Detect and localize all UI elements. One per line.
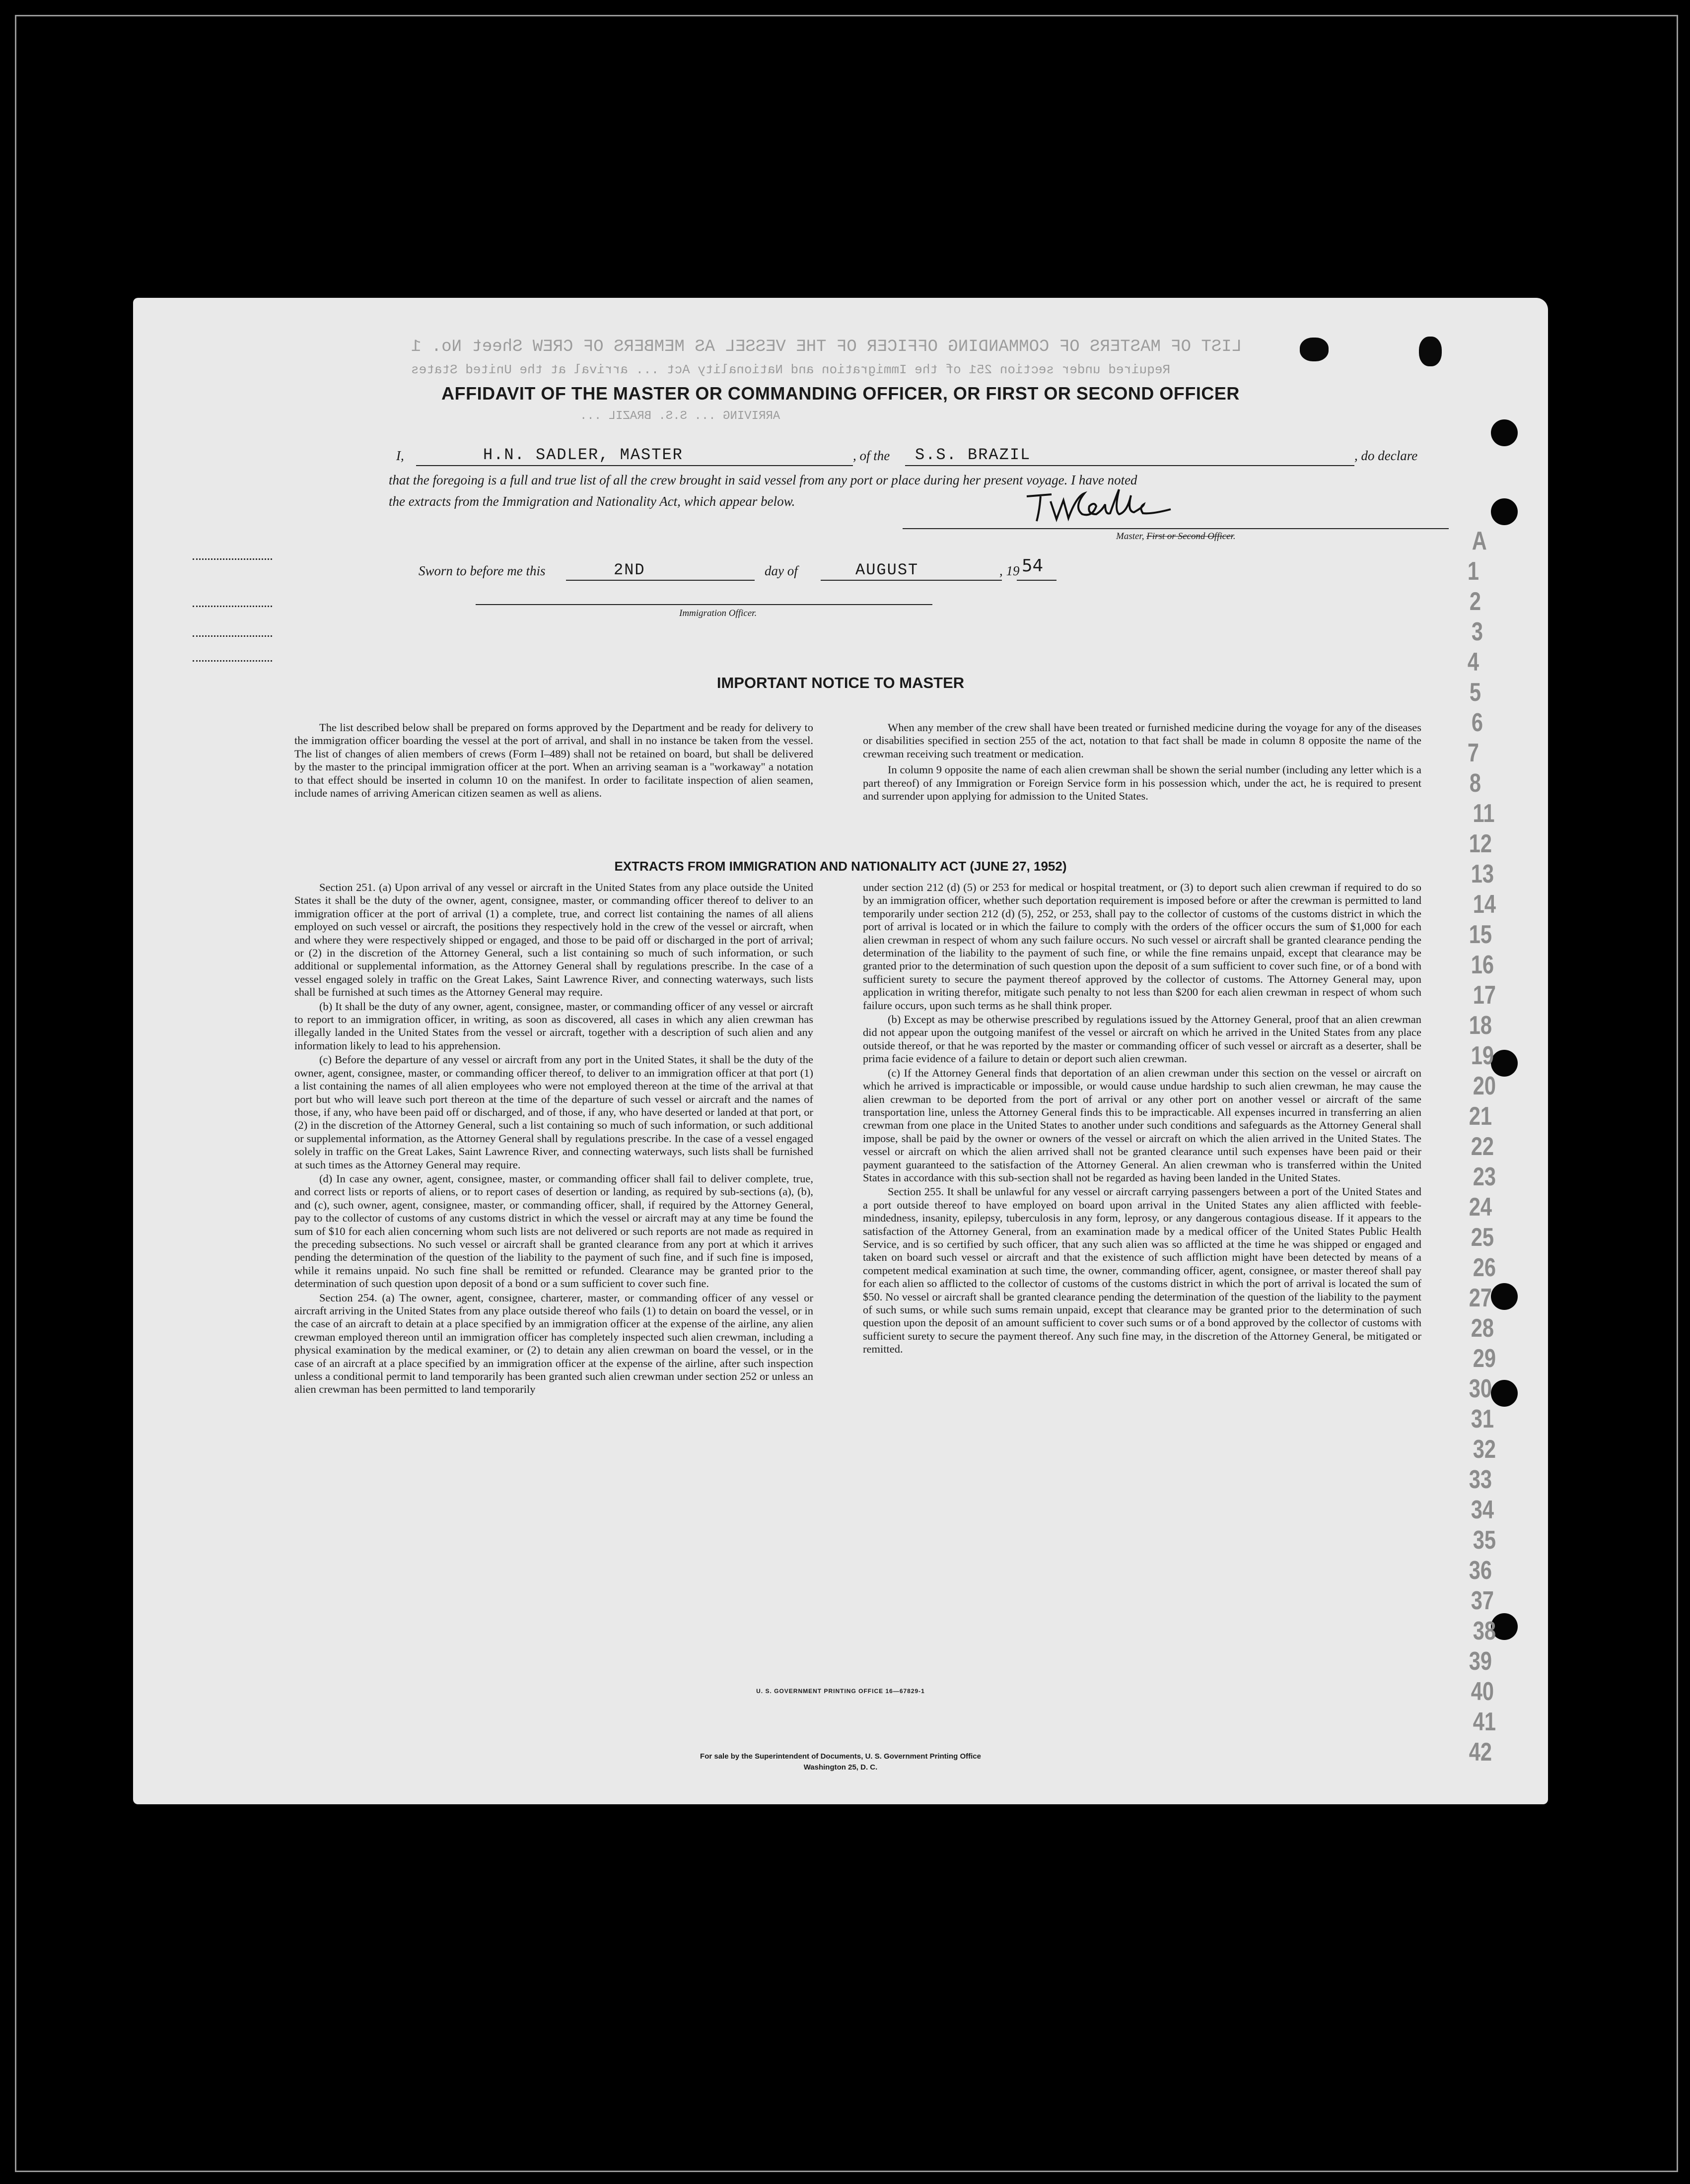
margin-line-number: 18	[1469, 1011, 1492, 1040]
margin-line-number: 26	[1473, 1253, 1496, 1282]
binder-hole	[1491, 498, 1518, 525]
margin-line-number: 36	[1469, 1556, 1492, 1585]
margin-line-number: 21	[1469, 1102, 1492, 1131]
extract-paragraph: (c) If the Attorney General finds that deportation of an alien crewman under this section on the vessel or aircraft on which he arrived is impracticable or impossible, or would cause undue hardship to such alien crewman, he may cause the alien crewman to be deported from the port of arrival or any other port on another vessel or aircraft of the same transportation line, unless the Attorney General finds this to be impracticable. All expenses incurred in transferring an alien crewman from one place in the United States to another under such conditions and safeguards as the Attorney General shall impose, shall be paid by the owner or owners of the vessel or aircraft on which the alien arrived in the United States. The vessel or aircraft on which the alien arrived shall not be granted clearance until such expenses have been paid or their payment guaranteed to the satisfaction of the Attorney General. An alien crewman who is transferred within the United States in accordance with this sub-section shall not be regarded as having been landed in the United States.	[863, 1066, 1421, 1184]
margin-line-number: 34	[1471, 1496, 1494, 1524]
binder-hole	[1491, 419, 1518, 446]
ink-blot	[1300, 338, 1329, 361]
margin-line-number: 31	[1471, 1405, 1494, 1433]
sworn-day-of: day of	[765, 563, 798, 578]
margin-line-number: 1	[1467, 557, 1479, 586]
margin-line-number: 13	[1471, 860, 1494, 888]
sworn-day-value: 2ND	[614, 561, 645, 579]
sworn-month-value: AUGUST	[855, 561, 919, 579]
declaration-i: I,	[396, 448, 404, 463]
vessel-field-rule	[905, 465, 1354, 466]
margin-line-number: 23	[1473, 1162, 1496, 1191]
margin-line-number: 27	[1469, 1284, 1492, 1312]
margin-line-number: 42	[1469, 1738, 1492, 1767]
margin-line-number: 30	[1469, 1374, 1492, 1403]
ink-blot	[1419, 337, 1442, 366]
extract-paragraph: under section 212 (d) (5) or 253 for medical or hospital treatment, or (3) to deport such alien crewman if required to do so by an immigration officer, whether such deportation requirement is imposed before or after the crewman is permitted to land temporarily under section 212 (d) (5), 252, or 253, shall pay to the collector of customs of the customs district in which the port of arrival is located or in which the failure to comply with the orders of the officer occurs the sum of $1,000 for each alien crewman in respect of whom any such failure occurs. No such vessel or aircraft shall be granted clearance pending the determination of the liability to the payment of such fine, or while the fine remains unpaid, except that clearance may be granted prior to the determination of such question upon the deposit of a sum sufficient to cover such fine, or of a bond with sufficient surety to secure the payment thereof approved by the collector of customs. The Attorney General may, upon application in writing therefor, mitigate such penalty to not less than $200 for each alien crewman in respect of whom such failure occurs, upon such terms as he shall think proper.	[863, 881, 1421, 1012]
margin-line-number: 41	[1473, 1707, 1496, 1736]
margin-line-number: 28	[1471, 1314, 1494, 1343]
margin-line-number: 22	[1471, 1132, 1494, 1161]
vessel-name-value: S.S. BRAZIL	[915, 446, 1031, 464]
extract-paragraph: (b) Except as may be otherwise prescribed by regulations issued by the Attorney General, proof that an alien crewman did not appear upon the outgoing manifest of the vessel or aircraft on which he arrived in the United States from any place outside thereof, or that he was reported by the master or commanding officer of such vessel or aircraft as a deserter, shall be prima facie evidence of a failure to detain or deport such alien crewman.	[863, 1013, 1421, 1065]
extract-paragraph: Section 254. (a) The owner, agent, consignee, charterer, master, or commanding officer of any vessel or aircraft arriving in the United States from any place outside thereof who fails (1) to detain on board the vessel, or in the case of an aircraft to detain at a place specified by an immigration officer at the expense of the airline, any alien crewman employed thereon until an immigration officer has completely inspected such alien crewman, including a physical examination by the medical examiner, or (2) to detain any alien crewman on board the vessel, or in the case of an aircraft at a place specified by an immigration officer at the expense of the airline, after such inspection unless a conditional permit to land temporarily has been granted such alien crewman under section 252 or unless an alien crewman has been permitted to land temporarily	[294, 1291, 813, 1396]
declaration-line-2: that the foregoing is a full and true list of all the crew brought in said vessel from any port or place during her present voyage. I have noted	[389, 473, 1137, 487]
name-field-rule	[416, 465, 853, 466]
margin-line-number: 24	[1469, 1193, 1492, 1222]
extracts-right-column	[863, 881, 1421, 1357]
for-sale-line-1: For sale by the Superintendent of Documents, U. S. Government Printing Office	[700, 1752, 981, 1761]
declaration-of-the: , of the	[853, 448, 890, 463]
margin-line-number: 38	[1473, 1617, 1496, 1645]
binder-hole	[1491, 1380, 1518, 1407]
master-name-value: H.N. SADLER, MASTER	[483, 446, 683, 464]
notice-paragraph: When any member of the crew shall have been treated or furnished medicine during the voyage for any of the diseases or disabilities specified in section 255 of the act, notation to that fact shall be made in column 8 opposite the name of the crewman receiving such treatment or medication.	[863, 721, 1421, 760]
extracts-title: EXTRACTS FROM IMMIGRATION AND NATIONALITY ACT (JUNE 27, 1952)	[614, 859, 1067, 874]
notice-paragraph: The list described below shall be prepared on forms approved by the Department and be ready for delivery to the immigration officer boarding the vessel at the port of arrival, and shall in no instance be taken from the vessel. The list of changes of alien members of crews (Form I–489) shall not be retained on board, but shall be delivered by the master to the principal immigration officer at the port. When an arriving seaman is a "workaway" a notation to that effect should be inserted in column 10 on the manifest. In order to facilitate inspection of alien seamen, include names of arriving American citizen seamen as well as aliens.	[294, 721, 813, 800]
sworn-prefix: Sworn to before me this	[419, 563, 546, 578]
margin-line-number: 8	[1469, 769, 1481, 798]
extracts-left-column	[294, 881, 813, 1397]
margin-line-number: 40	[1471, 1677, 1494, 1706]
margin-line-number: 33	[1469, 1465, 1492, 1494]
declaration-line-3: the extracts from the Immigration and Nationality Act, which appear below.	[389, 494, 795, 509]
bleed-through-line: Required under section 251 of the Immigration and Nationality Act ... arrival at the United States	[411, 362, 1171, 377]
bleed-through-line: ARRIVING ... S.S. BRAZIL ...	[580, 410, 780, 423]
sworn-month-rule	[821, 580, 1002, 581]
notice-left-column	[294, 721, 813, 801]
signature-rule	[903, 528, 1449, 529]
margin-line-number: 3	[1471, 617, 1483, 646]
margin-line-number: 19	[1471, 1041, 1494, 1070]
margin-line-number: 35	[1473, 1526, 1496, 1555]
margin-line-number: 5	[1469, 678, 1481, 707]
extract-paragraph: (c) Before the departure of any vessel or aircraft from any port in the United States, it shall be the duty of the owner, agent, consignee, master, or commanding officer thereof, to deliver to an immigration officer at that port (1) a list containing the names of all alien employees who were not employed thereon at the time of the arrival at that port but who will leave such port thereon at the time of the departure of such vessel or aircraft and the names of those, if any, who have been paid off or discharged, and of those, if any, who have deserted or landed at that port, or (2) in the discretion of the Attorney General, such a list containing so much of such information, or such additional or supplemental information, as the Attorney General shall by regulations prescribe. In the case of a vessel engaged solely in traffic on the Great Lakes, Saint Lawrence River, and connecting waterways, such lists shall be furnished at such times as the Attorney General may require.	[294, 1053, 813, 1171]
declaration-do-declare: , do declare	[1354, 448, 1418, 463]
margin-line-number: 2	[1469, 587, 1481, 616]
extract-paragraph: Section 251. (a) Upon arrival of any vessel or aircraft in the United States from any place outside the United States it shall be the duty of the owner, agent, consignee, master, or commanding officer thereof to deliver to an immigration officer at the port of arrival (1) a complete, true, and correct list containing the names of all aliens employed on such vessel or aircraft, the positions they respectively hold in the crew of the vessel or aircraft, when and where they were respectively shipped or engaged, and those to be paid off or discharged in the port of arrival; or (2) in the discretion of the Attorney General, such a list containing so much of such information, or such additional or supplemental information, as the Attorney General shall by regulations prescribe. In the case of a vessel engaged solely in traffic on the Great Lakes, Saint Lawrence River, and connecting waterways, such lists shall be furnished at such times as the Attorney General may require.	[294, 881, 813, 999]
affidavit-title: AFFIDAVIT OF THE MASTER OR COMMANDING OFFICER, OR FIRST OR SECOND OFFICER	[441, 383, 1240, 404]
margin-line-number: 14	[1473, 890, 1496, 919]
margin-line-number: 6	[1471, 708, 1483, 737]
margin-line-number: 20	[1473, 1072, 1496, 1100]
margin-line-number: 25	[1471, 1223, 1494, 1252]
officer-signature-rule	[476, 604, 932, 605]
notice-title: IMPORTANT NOTICE TO MASTER	[716, 674, 965, 691]
margin-line-number: 29	[1473, 1344, 1496, 1373]
margin-line-number: 7	[1467, 739, 1479, 767]
sworn-year-prefix: , 19	[999, 563, 1020, 578]
margin-line-number: 17	[1473, 981, 1496, 1010]
extract-paragraph: Section 255. It shall be unlawful for any vessel or aircraft carrying passengers between a port of the United States and a port outside thereof to have employed on board upon arrival in the United States any alien afflicted with feeble-mindedness, insanity, epilepsy, tuberculosis in any form, leprosy, or any dangerous contagious disease. If it appears to the satisfaction of the Attorney General, from an examination made by a medical officer of the United States Public Health Service, and is so certified by such officer, that any such alien was so afflicted at the time he was shipped or engaged and taken on board such vessel or aircraft and that the existence of such affliction might have been detected by means of a competent medical examination at such time, the owner, commanding officer, agent, consignee, or master thereof shall pay for each alien so afflicted to the collector of customs of the customs district in which the port of arrival is located the sum of $50. No vessel or aircraft shall be granted clearance pending the determination of the question of the liability to the payment of such sums, or while such sums remain unpaid, except that clearance may be granted prior to the determination of such question upon the deposit of an amount sufficient to cover such sums or of a bond approved by the collector of customs with sufficient surety to secure the payment thereof. Any such fine may, in the discretion of the Attorney General, be mitigated or remitted.	[863, 1185, 1421, 1356]
extract-paragraph: (d) In case any owner, agent, consignee, master, or commanding officer shall fail to deliver complete, true, and correct lists or reports of aliens, or to report cases of desertion or landing, as required by sub-sections (a), (b), and (c), such owner, agent, consignee, master, or commanding officer, shall, if required by the Attorney General, pay to the collector of customs of any customs district in which the vessel or aircraft may at any time be found the sum of $10 for each alien concerning whom such lists are not delivered or such reports are not made as required in the preceding subsections. No such vessel or aircraft shall be granted clearance from any port at which it arrives pending the determination of the question of the liability to the payment of such fine, and if such fine is imposed, while it remains unpaid. No such fine shall be remitted or refunded. Clearance may be granted prior to the determination of such question upon deposit of a bond or a sum sufficient to cover such fine.	[294, 1172, 813, 1290]
gpo-imprint: U. S. GOVERNMENT PRINTING OFFICE 16—67829-1	[756, 1688, 925, 1695]
extract-paragraph: (b) It shall be the duty of any owner, agent, consignee, master, or commanding officer of any vessel or aircraft to report to an immigration officer, in writing, as soon as discovered, all cases in which any alien crewman has illegally landed in the United States from the vessel or aircraft, together with a description of such alien and any information likely to lead to his apprehension.	[294, 1000, 813, 1052]
binder-hole	[1491, 1283, 1518, 1310]
bleed-through-line: LIST OF MASTERS OF COMMANDING OFFICER OF THE VESSEL AS MEMBERS OF CREW Sheet No. 1	[411, 338, 1242, 356]
margin-dotted-rule	[193, 635, 272, 637]
sworn-day-rule	[566, 580, 755, 581]
margin-line-number: 39	[1469, 1647, 1492, 1676]
margin-line-number: 4	[1467, 648, 1479, 677]
margin-line-number: 11	[1473, 799, 1495, 828]
signature-caption: Master, First or Second Officer.	[1116, 531, 1236, 542]
for-sale-line-2: Washington 25, D. C.	[803, 1763, 878, 1772]
notice-right-column	[863, 721, 1421, 804]
master-signature	[1022, 486, 1181, 526]
margin-dotted-rule	[193, 660, 272, 662]
margin-line-number: 37	[1471, 1586, 1494, 1615]
margin-line-number: 32	[1473, 1435, 1496, 1464]
margin-line-number: 16	[1471, 951, 1494, 979]
officer-caption: Immigration Officer.	[679, 608, 757, 618]
margin-line-number: A	[1472, 527, 1487, 555]
sworn-year-rule	[1017, 580, 1056, 581]
margin-dotted-rule	[193, 558, 272, 560]
sworn-year-handwritten: 54	[1022, 556, 1044, 576]
margin-dotted-rule	[193, 606, 272, 607]
margin-line-number: 12	[1469, 829, 1492, 858]
affidavit-page	[133, 298, 1548, 1804]
margin-line-number: 15	[1469, 920, 1492, 949]
notice-paragraph: In column 9 opposite the name of each alien crewman shall be shown the serial number (including any letter which is a part thereof) of any Immigration or Foreign Service form in his possession which, under the act, he is required to present and surrender upon applying for admission to the United States.	[863, 763, 1421, 803]
